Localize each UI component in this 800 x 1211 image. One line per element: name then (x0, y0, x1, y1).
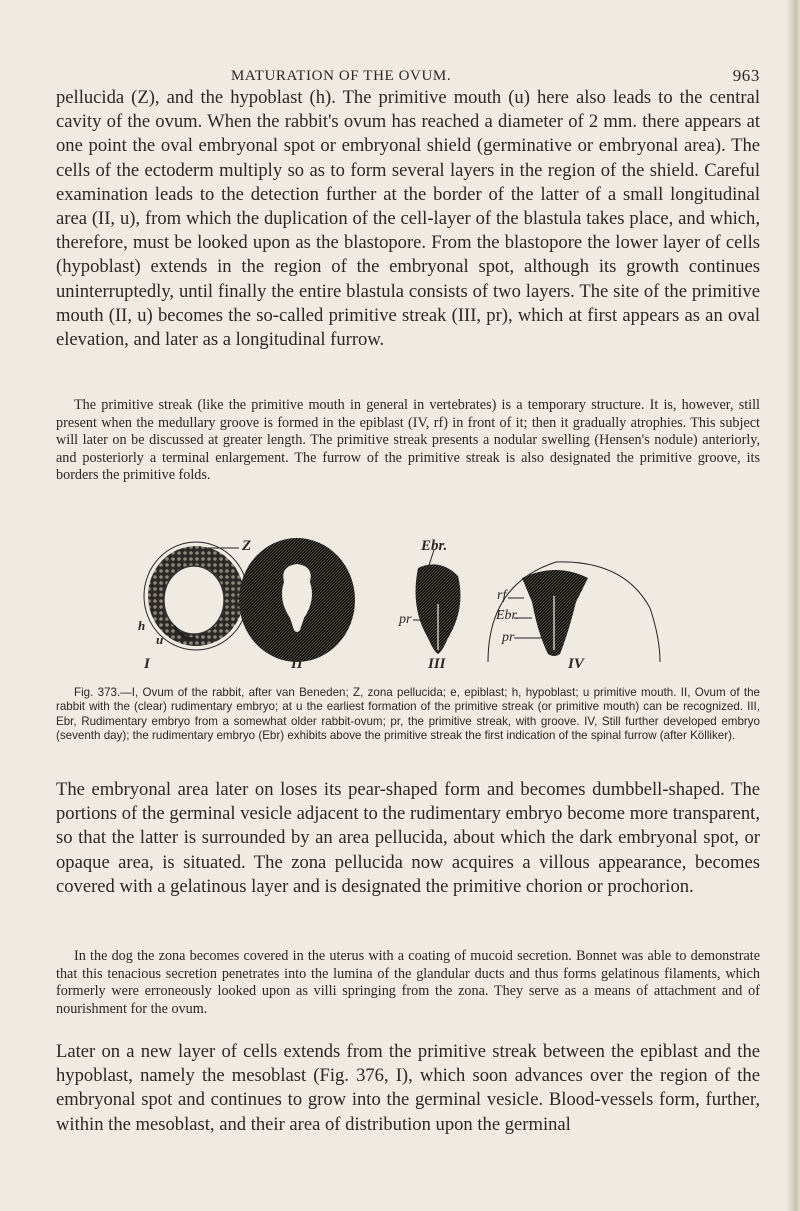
figure-part-ii (239, 538, 355, 662)
small-paragraph-1: The primitive streak (like the primitive mouth in general in vertebrates) is a temporary structure. It is, however, still present when the medullary groove is formed in the epiblast (IV, rf) in front of it; then it gradually atrophies. This subject will later on be discussed at greater length. The primitive streak presents a nodular swelling (Hensen's nodule) anteriorly, and posteriorly a terminal enlargement. The furrow of the primitive streak is also designated the primitive groove, its borders the primitive folds. (56, 397, 760, 484)
numeral-i: I (144, 656, 150, 672)
numeral-iii: III (428, 656, 446, 672)
paragraph-3: Later on a new layer of cells extends from the primitive streak between the epiblast and the hypoblast, namely the mesoblast (Fig. 376, I), which soon advances over the region of the embryonal spot and continues to grow into the germinal vesicle. Blood-vessels form, further, within the mesoblast, and their area of distribution upon the germinal (56, 1041, 760, 1135)
label-ebr-iii: Ebr. (421, 538, 448, 554)
numeral-iv: IV (568, 656, 584, 672)
figure-caption: Fig. 373.—I, Ovum of the rabbit, after van Beneden; Z, zona pellucida; e, epiblast; h, hypoblast; u primitive mouth. II, Ovum of the rabbit with the (clear) rudimentary embryo; at u the earliest formation of the primitive streak (or primitive mouth) can be recognized. III, Ebr, Rudimentary embryo from a somewhat older rabbit-ovum; pr, the primitive streak, with groove. IV, Still further developed embryo (seventh day); the rudimentary embryo (Ebr) exhibits above the primitive streak the first indication of the spinal furrow (after Kölliker). (56, 686, 760, 743)
small-paragraph-2: In the dog the zona becomes covered in the uterus with a coating of mucoid secretion. Bonnet was able to demonstrate that this tenacious secretion penetrates into the lumina of the glandular ducts and thus forms gelatinous filaments, which formerly were erroneously looked upon as villi springing from the zona. They serve as a means of attachment and of nourishment for the ovum. (56, 948, 760, 1017)
figure-illustration (56, 538, 760, 676)
label-z: Z (242, 538, 252, 554)
label-e: e (244, 602, 250, 617)
label-ebr-iv: Ebr. (496, 608, 519, 623)
running-head-title: MATURATION OF THE OVUM. (231, 68, 452, 84)
label-pr-iv: pr (502, 630, 515, 645)
paragraph-1: pellucida (Z), and the hypoblast (h). The primitive mouth (u) here also leads to the central cavity of the ovum. When the rabbit's ovum has reached a diameter of 2 mm. there appears at one point the oval embryonal spot or embryonal shield (germinative or embryonal area). The cells of the ectoderm multiply so as to form several layers in the region of the shield. Careful examination leads to the detection further at the border of the latter of a small longitudinal area (II, u), from which the duplication of the cell-layer of the blastula takes place, and which, therefore, must be looked upon as the blastopore. From the blastopore the lower layer of cells (hypoblast) extends in the region of the embryonal spot, although its growth continues uninterruptedly, until finally the entire blastula consists of two layers. The site of the primitive mouth (II, u) becomes the so-called primitive streak (III, pr), which at first appears as an oval elevation, and later as a longitudinal furrow. (56, 87, 760, 351)
page-edge (786, 0, 800, 1211)
label-h: h (138, 618, 146, 633)
paragraph-2: The embryonal area later on loses its pear-shaped form and becomes dumbbell-shaped. The portions of the germinal vesicle adjacent to the rudimentary embryo become more transparent, so that the latter is surrounded by an area pellucida, about which the dark embryonal spot, or opaque area, is situated. The zona pellucida now acquires a villous appearance, becomes covered with a gelatinous layer and is designated the primitive chorion or prochorion. (56, 779, 760, 897)
figure-part-iii (413, 550, 460, 654)
page-number: 963 (732, 66, 760, 85)
label-u: u (156, 632, 164, 647)
label-pr-iii: pr (399, 612, 412, 627)
label-rf: rf (497, 588, 507, 603)
numeral-ii: II (291, 656, 303, 672)
figure-373 (56, 538, 760, 676)
